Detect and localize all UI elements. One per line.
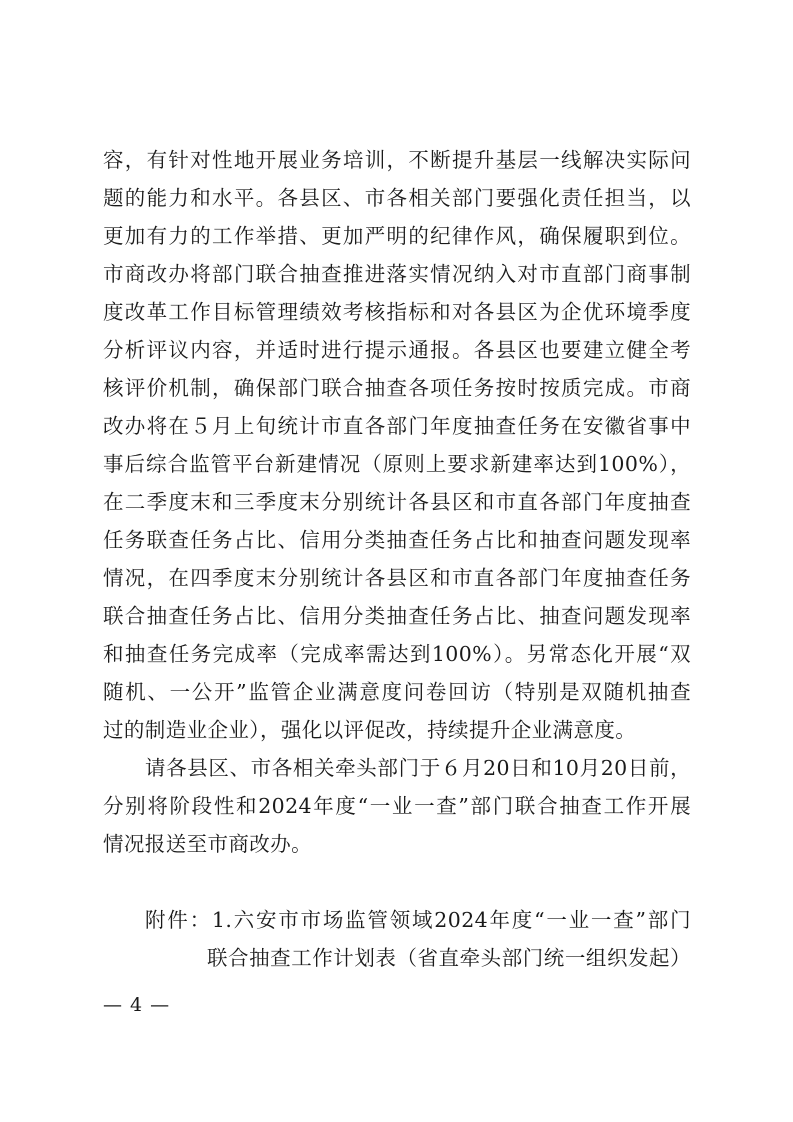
body-line-15: 随机、一公开”监管企业满意度问卷回访（特别是双随机抽查 [103,680,691,704]
body-line-5: 度改革工作目标管理绩效考核指标和对各县区为企优环境季度 [103,300,691,324]
paragraph2-line-1: 请各县区、市各相关牵头部门于６月20日和10月20日前， [145,756,691,780]
paragraph2-line-3: 情况报送至市商改办。 [103,832,312,856]
body-line-2: 题的能力和水平。各县区、市各相关部门要强化责任担当，以 [103,186,691,210]
page-number: — 4 — [103,994,171,1016]
body-line-10: 在二季度末和三季度末分别统计各县区和市直各部门年度抽查 [103,490,691,514]
attachment-line-1: 附件：1.六安市市场监管领域2024年度“一业一查”部门 [145,908,691,932]
body-line-16: 过的制造业企业），强化以评促改，持续提升企业满意度。 [103,718,637,742]
body-line-13: 联合抽查任务占比、信用分类抽查任务占比、抽查问题发现率 [103,604,691,628]
paragraph2-line-2: 分别将阶段性和2024年度“一业一查”部门联合抽查工作开展 [103,794,691,818]
body-line-8: 改办将在５月上旬统计市直各部门年度抽查任务在安徽省事中 [103,414,691,438]
body-line-9: 事后综合监管平台新建情况（原则上要求新建率达到100%）， [103,452,691,476]
body-line-11: 任务联查任务占比、信用分类抽查任务占比和抽查问题发现率 [103,528,691,552]
body-line-14: 和抽查任务完成率（完成率需达到100%）。另常态化开展“双 [103,642,691,666]
body-line-6: 分析评议内容，并适时进行提示通报。各县区也要建立健全考 [103,338,691,362]
body-line-7: 核评价机制，确保部门联合抽查各项任务按时按质完成。市商 [103,376,691,400]
body-line-4: 市商改办将部门联合抽查推进落实情况纳入对市直部门商事制 [103,262,691,286]
body-line-1: 容，有针对性地开展业务培训，不断提升基层一线解决实际问 [103,148,691,172]
body-line-12: 情况，在四季度末分别统计各县区和市直各部门年度抽查任务 [103,566,691,590]
attachment-line-2: 联合抽查工作计划表（省直牵头部门统一组织发起） [207,946,691,970]
body-line-3: 更加有力的工作举措、更加严明的纪律作风，确保履职到位。 [103,224,691,248]
